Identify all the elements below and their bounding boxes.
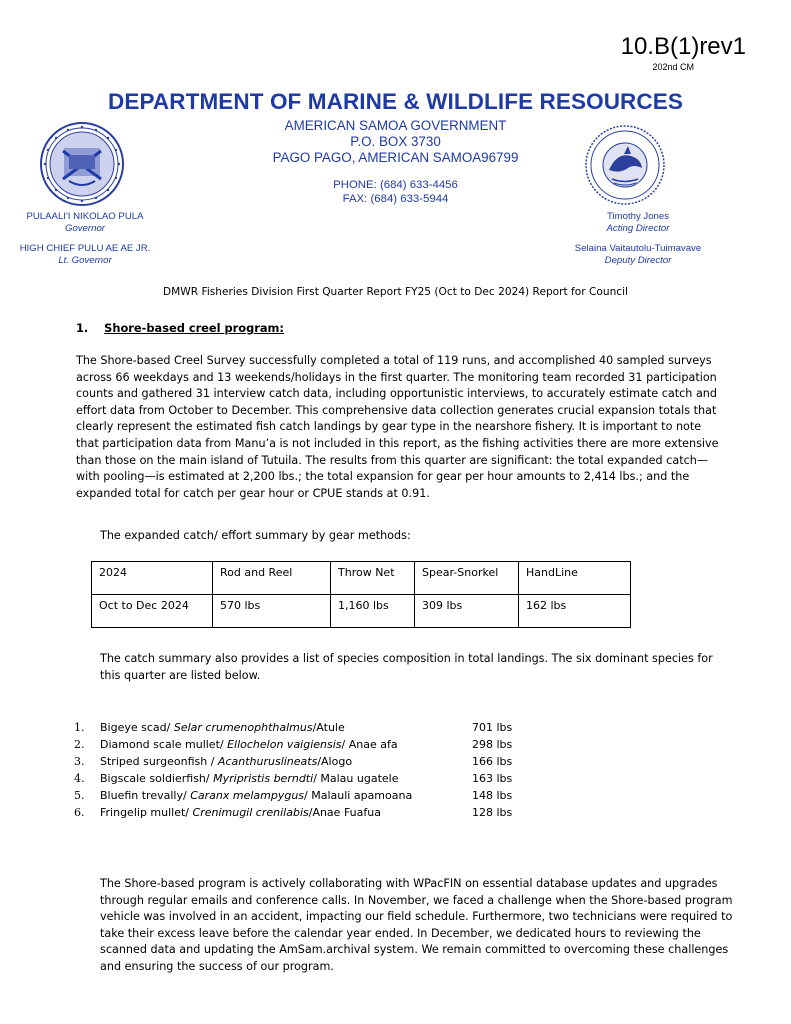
table-header-cell: Rod and Reel xyxy=(213,562,331,595)
table-header-cell: Throw Net xyxy=(331,562,415,595)
po-box: P.O. BOX 3730 xyxy=(350,134,441,149)
creel-summary-paragraph: The Shore-based Creel Survey successfully completed a total of 119 runs, and accomplished 40 sampled surveys across 66 weekdays and 13 weekends/holidays in the first quarter. The monitoring team recorded 31 participation counts and gathered 31 interview catch data, including opportunistic interviews, to accurately estimate catch and effort data from October to December. This comprehensive data collection generates crucial expansion totals that clearly represent the estimated fish catch landings by gear type in the nearshore fishery. It is important to note that participation data from Manu’a is not included in this report, as the fishing activities there are more extensive than those on the main island of Tutuila. The results from this quarter are significant: the total expanded catch—with pooling—is estimated at 2,200 lbs.; the total expansion for gear per hour amounts to 2,414 lbs.; and the expanded total for catch per gear hour or CPUE stands at 0.91. xyxy=(76,354,719,500)
phone-number: PHONE: (684) 633-4456 xyxy=(333,179,458,191)
common-name: Bigscale soldierfish/ xyxy=(100,772,214,785)
table-cell: 309 lbs xyxy=(415,595,519,628)
city-address: PAGO PAGO, AMERICAN SAMOA96799 xyxy=(272,150,519,165)
scientific-name: Selar crumenophthalmus xyxy=(173,721,313,734)
scientific-name: Crenimugil crenilabis xyxy=(192,806,309,819)
director-name: Timothy Jones xyxy=(606,211,670,222)
lt-governor-title: Lt. Governor xyxy=(58,255,112,266)
table-row xyxy=(92,595,631,628)
list-number: 1. xyxy=(74,721,85,734)
species-weight: 148 lbs xyxy=(472,789,513,802)
section-heading xyxy=(76,321,284,335)
section-title: Shore-based creel program: xyxy=(104,321,284,335)
document-id: 10.B(1)rev1 xyxy=(620,33,746,60)
director-title: Acting Director xyxy=(606,223,670,234)
local-name: /Atule xyxy=(312,721,345,734)
species-weight: 128 lbs xyxy=(472,806,513,819)
species-weight: 701 lbs xyxy=(472,721,513,734)
common-name: Striped surgeonfish / xyxy=(100,755,218,768)
governor-block xyxy=(0,211,170,235)
table-cell: 162 lbs xyxy=(519,595,631,628)
scientific-name: Myripristis berndti xyxy=(213,772,314,785)
american-samoa-seal-icon xyxy=(39,121,125,207)
species-weight: 166 lbs xyxy=(472,755,513,768)
table-cell: 1,160 lbs xyxy=(331,595,415,628)
report-title: DMWR Fisheries Division First Quarter Report FY25 (Oct to Dec 2024) Report for Council xyxy=(163,286,628,298)
list-number: 5. xyxy=(74,789,85,802)
lt-governor-block xyxy=(0,243,170,267)
common-name: Bluefin trevally/ xyxy=(100,789,191,802)
common-name: Bigeye scad/ xyxy=(100,721,174,734)
document-subid: 202nd CM xyxy=(652,62,694,72)
list-number: 4. xyxy=(74,772,85,785)
lt-governor-name: HIGH CHIEF PULU AE AE JR. xyxy=(19,243,151,254)
local-name: /Alogo xyxy=(317,755,353,768)
table-intro: The expanded catch/ effort summary by gear methods: xyxy=(100,529,411,542)
local-name: / Anae afa xyxy=(341,738,398,751)
deputy-director-title: Deputy Director xyxy=(604,255,672,266)
deputy-director-name: Selaina Vaitautolu-Tuimavave xyxy=(574,243,702,254)
species-weight: 163 lbs xyxy=(472,772,513,785)
local-name: / Malau ugatele xyxy=(313,772,399,785)
gear-summary-table xyxy=(91,561,631,628)
species-weight: 298 lbs xyxy=(472,738,513,751)
table-header-row xyxy=(92,562,631,595)
local-name: /Anae Fuafua xyxy=(308,806,381,819)
scientific-name: Ellochelon vaigiensis xyxy=(227,738,342,751)
local-name: / Malauli apamoana xyxy=(304,789,413,802)
government-name: AMERICAN SAMOA GOVERNMENT xyxy=(284,118,507,133)
dmwr-seal-icon xyxy=(584,124,666,206)
table-header-cell: HandLine xyxy=(519,562,631,595)
common-name: Fringelip mullet/ xyxy=(100,806,193,819)
section-number: 1. xyxy=(76,321,89,335)
scientific-name: Acanthuruslineats xyxy=(217,755,318,768)
table-cell: 570 lbs xyxy=(213,595,331,628)
director-block xyxy=(543,211,733,235)
deputy-director-block xyxy=(543,243,733,267)
fax-number: FAX: (684) 633-5944 xyxy=(342,193,449,205)
closing-paragraph: The Shore-based program is actively collaborating with WPacFIN on essential database updates and upgrades through regular emails and conference calls. In November, we faced a challenge when the Shore-based program vehicle was involved in an accident, impacting our field schedule. Furthermore, two technicians were required to take their excess leave before the calendar year ended. In December, we dedicated hours to reviewing the scanned data and updating the AmSam.archival system. We remain committed to overcoming these challenges and ensuring the success of our program. xyxy=(100,877,733,973)
species-intro: The catch summary also provides a list of species composition in total landings. The six dominant species for this quarter are listed below. xyxy=(100,652,713,682)
department-name: DEPARTMENT OF MARINE & WILDLIFE RESOURCES xyxy=(108,89,683,114)
scientific-name: Caranx melampygus xyxy=(190,789,305,802)
governor-name: PULAALI'I NIKOLAO PULA xyxy=(26,211,144,222)
common-name: Diamond scale mullet/ xyxy=(100,738,228,751)
list-number: 2. xyxy=(74,738,85,751)
list-number: 3. xyxy=(74,755,85,768)
table-header-cell: 2024 xyxy=(92,562,213,595)
governor-title: Governor xyxy=(65,223,105,234)
table-header-cell: Spear-Snorkel xyxy=(415,562,519,595)
list-number: 6. xyxy=(74,806,85,819)
table-cell: Oct to Dec 2024 xyxy=(92,595,213,628)
